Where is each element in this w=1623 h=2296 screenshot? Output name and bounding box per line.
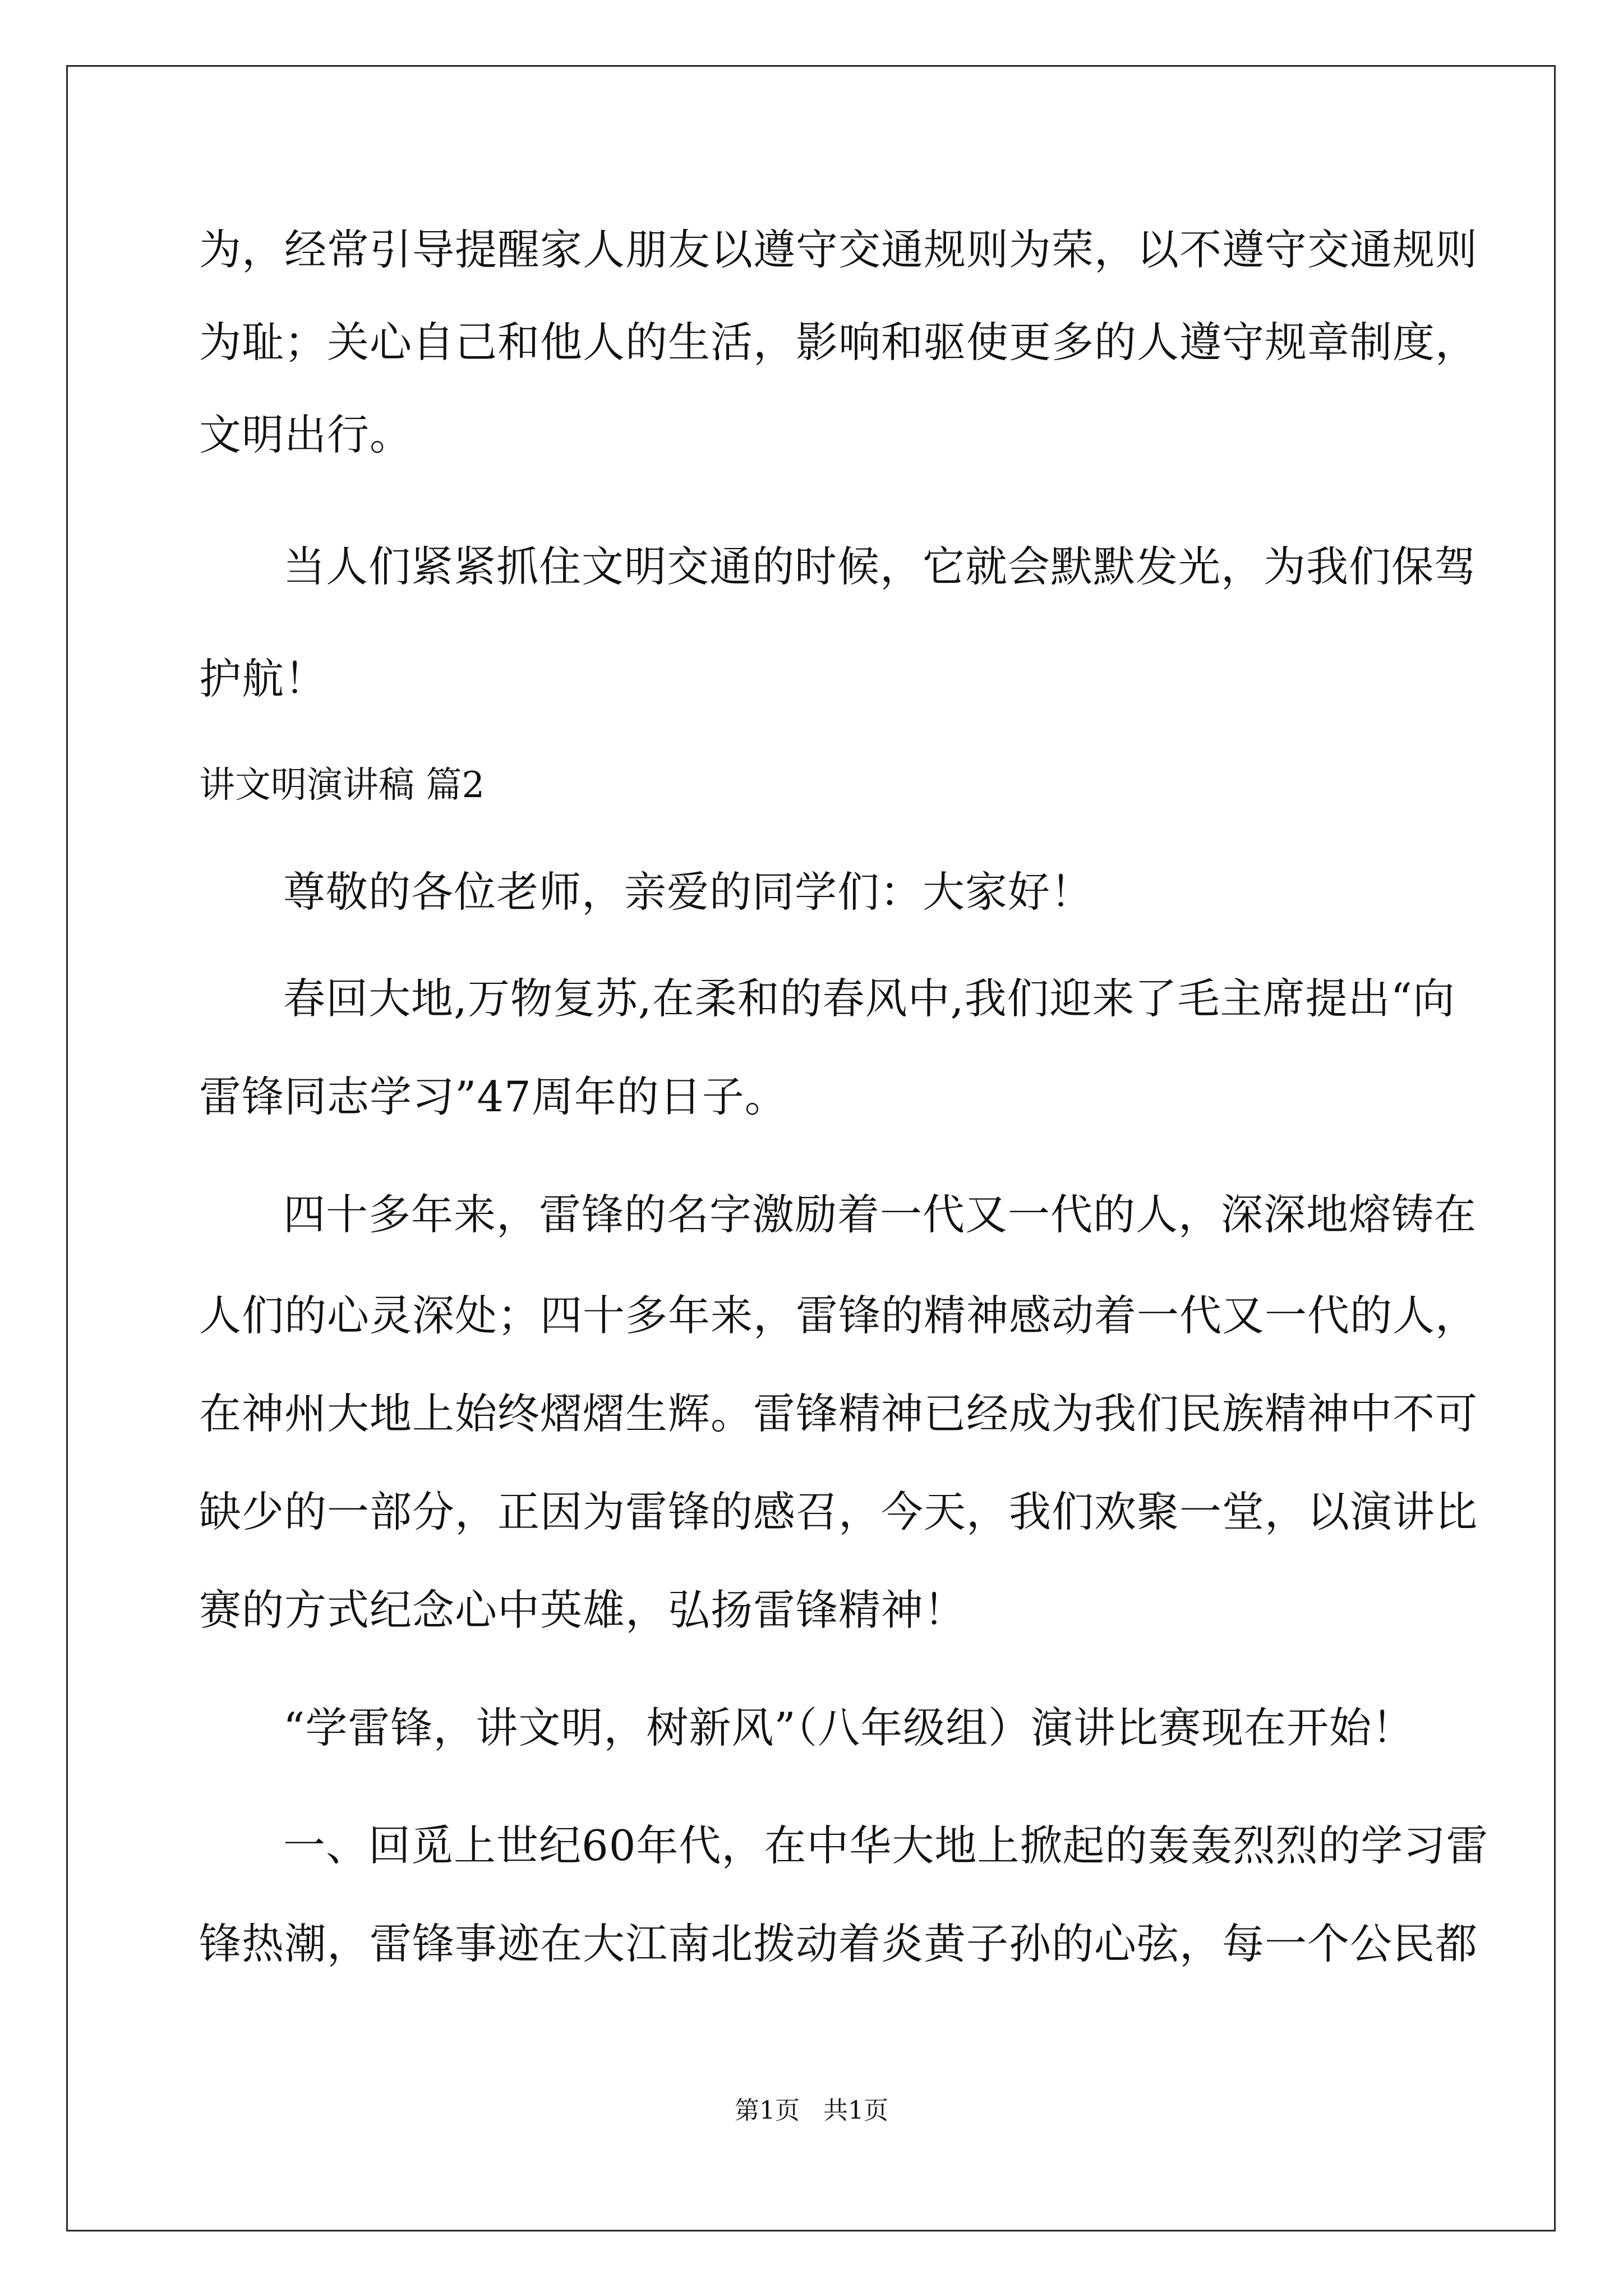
paragraph-line: 尊敬的各位老师，亲爱的同学们：大家好！ (283, 867, 1094, 917)
paragraph-line: 文明出行。 (199, 410, 413, 459)
paragraph-line: 为，经常引导提醒家人朋友以遵守交通规则为荣，以不遵守交通规则 (199, 225, 1478, 274)
paragraph-line: 雷锋同志学习”47周年的日子。 (199, 1072, 787, 1121)
section-heading: 讲文明演讲稿 篇2 (199, 765, 485, 806)
paragraph-line: 锋热潮，雷锋事迹在大江南北拨动着炎黄子孙的心弦，每一个公民都 (199, 1919, 1478, 1968)
page-footer: 第1页 共1页 (735, 2096, 888, 2125)
paragraph-line: 在神州大地上始终熠熠生辉。雷锋精神已经成为我们民族精神中不可 (199, 1389, 1478, 1438)
paragraph-line: 缺少的一部分，正因为雷锋的感召，今天，我们欢聚一堂，以演讲比 (199, 1487, 1478, 1536)
paragraph-line: “学雷锋，讲文明，树新风”（八年级组）演讲比赛现在开始！ (283, 1703, 1415, 1752)
page-border (66, 65, 1556, 2231)
paragraph-line: 为耻；关心自己和他人的生活，影响和驱使更多的人遵守规章制度， (199, 318, 1478, 367)
paragraph-line: 四十多年来，雷锋的名字激励着一代又一代的人，深深地熔铸在 (283, 1190, 1477, 1239)
paragraph-line: 人们的心灵深处；四十多年来，雷锋的精神感动着一代又一代的人， (199, 1291, 1478, 1340)
paragraph-line: 护航！ (199, 654, 328, 703)
paragraph-line: 当人们紧紧抓住文明交通的时候，它就会默默发光，为我们保驾 (283, 542, 1477, 591)
paragraph-line: 一、回觅上世纪60年代，在中华大地上掀起的轰轰烈烈的学习雷 (283, 1821, 1489, 1870)
paragraph-line: 春回大地,万物复苏,在柔和的春风中,我们迎来了毛主席提出“向 (283, 974, 1455, 1023)
paragraph-line: 赛的方式纪念心中英雄，弘扬雷锋精神！ (199, 1585, 967, 1635)
